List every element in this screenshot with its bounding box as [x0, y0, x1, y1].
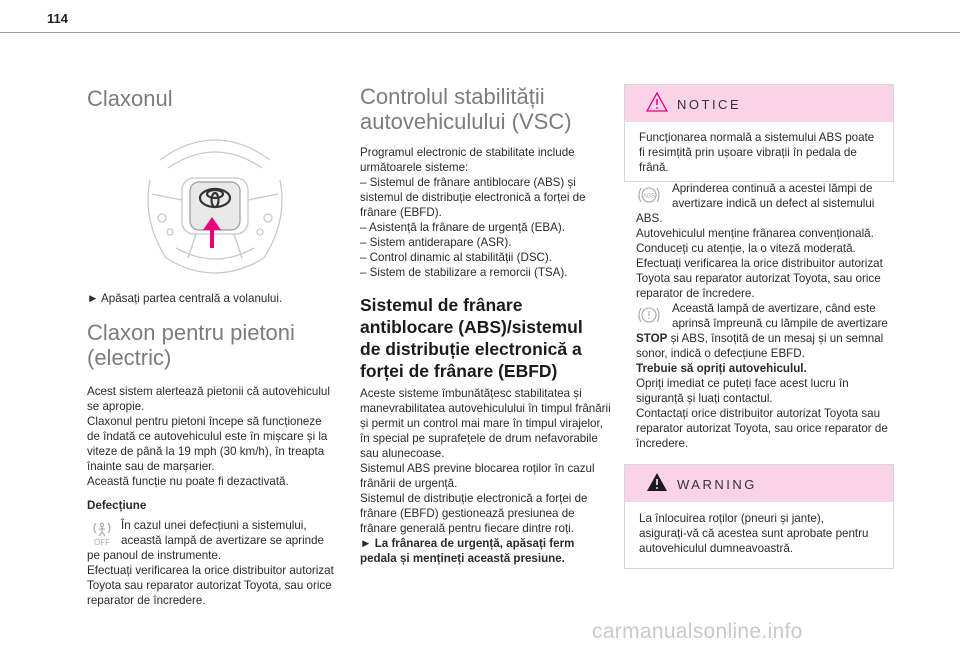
notice-title: NOTICE [677, 97, 742, 112]
defect-line: Efectuați verificarea la orice distribuitor autorizat [87, 564, 334, 577]
para-line: Acest sistem alertează pietonii că autovehiculul [87, 385, 330, 398]
steering-wheel-illustration [140, 120, 290, 280]
para-line: viteze de până la 19 mph (30 km/h), în treapta [87, 445, 325, 458]
notice-warning-icon [646, 92, 668, 112]
abs-bold-instruction: ► La frânarea de urgență, apăsați ferm [360, 537, 575, 550]
pedestrian-horn-title-l1: Claxon pentru pietoni [87, 320, 295, 345]
vsc-item: – Asistență la frânare de urgență (EBA). [360, 221, 565, 234]
right-column [636, 181, 898, 451]
horn-instruction: ► Apăsați partea centrală a volanului. [87, 292, 283, 305]
warning-line: autovehiculul dumneavoastră. [639, 542, 794, 555]
notice-line: Funcționarea normală a sistemului ABS poate [639, 131, 875, 144]
warning-box [624, 464, 894, 569]
abs-body: Sistemul ABS previne blocarea roților în cazul [360, 462, 595, 475]
brake-lamp-line: sonor, indică o defecțiune EBFD. [636, 347, 805, 360]
stop-vehicle-instruction: Trebuie să opriți autovehiculul. [636, 362, 807, 375]
vsc-item: – Sistemul de frânare antiblocare (ABS) și [360, 176, 576, 189]
para-line: înainte sau de marșarier. [87, 460, 215, 473]
brake-lamp-line: încredere. [636, 437, 689, 450]
defect-line: În cazul unei defecțiuni a sistemului, [121, 519, 307, 532]
para-line: de îndată ce autovehiculul este în mișcare și la [87, 430, 328, 443]
abs-heading-l2: antiblocare (ABS)/sistemul [360, 317, 583, 337]
horn-title: Claxonul [87, 86, 173, 111]
abs-body: manevrabilitatea autovehiculului în timpul frânării [360, 402, 611, 415]
warning-line: La înlocuirea roților (pneuri și jante), [639, 512, 824, 525]
notice-line: frână. [639, 161, 669, 174]
abs-lamp-line: Conduceți cu atenție, la o viteză moderată. [636, 242, 856, 255]
abs-lamp-line: avertizare indică un defect al sistemului [672, 197, 875, 210]
abs-lamp-line: reparator de încredere. [636, 287, 755, 300]
defect-line: reparator de încredere. [87, 594, 206, 607]
abs-body: sau alunecoase. [360, 447, 445, 460]
abs-lamp-line: Autovehiculul menține frânarea convențională. [636, 227, 874, 240]
abs-icon-text: ABS [642, 193, 656, 200]
vsc-item: sistemul de distribuție electronică a forței de [360, 191, 586, 204]
stop-label: STOP [636, 332, 668, 345]
defect-line: Toyota sau reparator autorizat Toyota, sau orice [87, 579, 332, 592]
warning-line: asigurați-vă că acestea sunt aprobate pentru [639, 527, 869, 540]
abs-heading-l3: de distribuție electronică a [360, 339, 582, 359]
abs-body: Sistemul de distribuție electronică a forței de [360, 492, 588, 505]
pedestrian-horn-title-l2: (electric) [87, 345, 172, 370]
abs-heading-l4: forței de frânare (EBFD) [360, 361, 558, 381]
abs-lamp-line: ABS. [636, 212, 663, 225]
notice-box [624, 84, 894, 182]
abs-lamp-line: Efectuați verificarea la orice distribuitor autorizat [636, 257, 883, 270]
para-line: Această funcție nu poate fi dezactivată. [87, 475, 289, 488]
brake-lamp-line: Această lampă de avertizare, când este [672, 302, 876, 315]
vsc-item: – Sistem de stabilizare a remorcii (TSA). [360, 266, 568, 279]
abs-body: frânare generală pentru fiecare dintre roți. [360, 522, 574, 535]
para-line: Claxonul pentru pietoni începe să funcționeze [87, 415, 322, 428]
brake-lamp-line [636, 331, 898, 346]
pedestrian-horn-off-icon [87, 519, 117, 547]
middle-column [360, 84, 625, 566]
abs-body: frânării de urgență. [360, 477, 458, 490]
abs-warning-lamp-icon [636, 184, 662, 210]
vsc-title-l1: Controlul stabilității [360, 84, 545, 109]
defect-line: această lampă de avertizare se aprinde [121, 534, 325, 547]
brake-lamp-line: aprinsă împreună cu lămpile de avertizare [672, 317, 888, 330]
brake-lamp-line: Opriți imediat ce puteți face acest lucru în [636, 377, 849, 390]
abs-heading-l1: Sistemul de frânare [360, 295, 523, 315]
abs-bold-instruction: pedala și mențineți această presiune. [360, 552, 565, 565]
notice-line: fi resimțită prin ușoare vibrații în pedala de [639, 146, 857, 159]
abs-lamp-line: Aprinderea continuă a acestei lămpi de [672, 182, 873, 195]
vsc-title-l2: autovehiculului (VSC) [360, 109, 572, 134]
left-column [87, 86, 347, 111]
off-label: OFF [94, 538, 110, 547]
abs-body: și permit un control mai mare în timpul virajelor, [360, 417, 603, 430]
warning-triangle-icon [646, 472, 668, 492]
warning-title: WARNING [677, 477, 757, 492]
vsc-item: frânare (EBFD). [360, 206, 442, 219]
abs-body: în special pe suprafețele de drum nefavorabile [360, 432, 598, 445]
defect-line: pe panoul de instrumente. [87, 549, 222, 562]
para-line: se apropie. [87, 400, 145, 413]
brake-lamp-text: și ABS, însoțită de un mesaj și un semnal [667, 332, 884, 345]
defect-heading: Defecțiune [87, 499, 147, 512]
page-number: 114 [47, 11, 68, 26]
abs-lamp-line: Toyota sau reparator autorizat Toyota, sau orice [636, 272, 881, 285]
header-rule [0, 32, 960, 33]
vsc-item: – Sistem antiderapare (ASR). [360, 236, 512, 249]
brake-warning-lamp-icon [636, 304, 662, 330]
vsc-intro: Programul electronic de stabilitate include [360, 146, 575, 159]
vsc-item: – Control dinamic al stabilității (DSC). [360, 251, 553, 264]
brake-lamp-line: reparator autorizat Toyota, sau orice reparator de [636, 422, 888, 435]
abs-body: Aceste sisteme îmbunătățesc stabilitatea și [360, 387, 582, 400]
vsc-intro: următoarele sisteme: [360, 161, 469, 174]
abs-body: frânare (EBFD) gestionează presiunea de [360, 507, 575, 520]
brake-lamp-line: Contactați orice distribuitor autorizat Toyota sau [636, 407, 881, 420]
watermark: carmanualsonline.info [592, 620, 803, 643]
brake-lamp-line: siguranță și luați contactul. [636, 392, 773, 405]
